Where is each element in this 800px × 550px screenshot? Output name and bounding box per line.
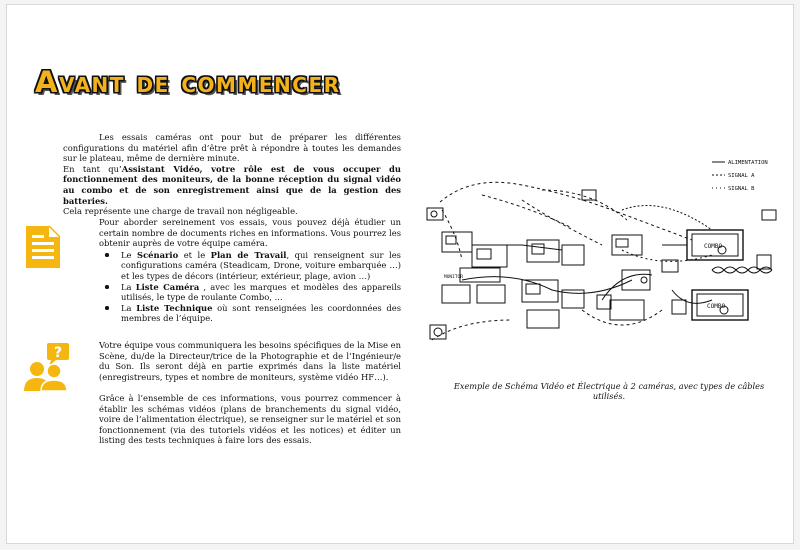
- monitor-label: MONITOR: [444, 275, 463, 280]
- list-item: Le Scénario et le Plan de Travail, qui renseignent sur les configurations caméra (Steadicam, Drone, voiture embarquée …) et les types de décors (intérieur, extérieur, plage, avion …): [99, 250, 401, 282]
- documents-intro: Pour aborder sereinement vos essais, vous pouvez déjà étudier un certain nombre de documents riches en informations. Vous pourrez les obtenir auprès de votre équipe caméra.: [99, 217, 401, 249]
- legend-signal-a: SIGNAL A: [728, 173, 755, 179]
- combo-label-b: COMBO: [707, 303, 726, 310]
- intro-role: [63, 164, 401, 206]
- legend-signal-b: SIGNAL B: [728, 186, 755, 192]
- list-item: La Liste Caméra , avec les marques et modèles des appareils utilisés, le type de roulante Combo, ...: [99, 282, 401, 303]
- team-question-icon: [21, 341, 83, 393]
- intro-line: Les essais caméras ont pour but de préparer les différentes configurations du matériel afin d’être prêt à répondre à toutes les demandes sur le plateau, même de dernière minute.: [63, 132, 401, 164]
- legend-power: ALIMENTATION: [728, 160, 768, 166]
- combo-label-a: COMBO: [704, 243, 723, 250]
- conclusion-paragraph: Grâce à l’ensemble de ces informations, vous pourrez commencer à établir les schémas vidéos (plans de branchements du signal vidéo, voire de l’alimentation électrique), se renseigner sur le matériel et son fonctionnement (via des tutoriels vidéos et les notices) et éditer un listing des tests techniques à faire lors des essais.: [99, 393, 401, 446]
- role-prefix: En tant qu’: [63, 163, 122, 174]
- schema-caption: Exemple de Schéma Vidéo et Électrique à 2 caméras, avec types de câbles utilisés.: [453, 381, 765, 401]
- video-schema-diagram: [422, 150, 794, 375]
- list-item: La Liste Technique où sont renseignées les coordonnées des membres de l’équipe.: [99, 303, 401, 324]
- page: [6, 4, 794, 544]
- page-title: Avant de commencer: [35, 65, 341, 99]
- team-paragraph: Votre équipe vous communiquera les besoins spécifiques de la Mise en Scène, du/de la Directeur/trice de la Photographie et de l’Ingénieur/e du Son. Ils seront déjà en partie exprimés dans la liste matériel (enregistreurs, types et nombre de moniteurs, système vidéo HF…).: [99, 340, 401, 382]
- document-icon: [24, 224, 62, 270]
- documents-section: [99, 217, 401, 324]
- documents-list: [99, 250, 401, 324]
- intro-paragraph: [63, 132, 401, 217]
- intro-load: Cela représente une charge de travail non négligeable.: [63, 206, 298, 217]
- svg-text:?: ?: [53, 345, 63, 361]
- role-bold: Assistant Vidéo, votre rôle est de vous occuper du fonctionnement des moniteurs, de la bonne réception du signal vidéo au combo et de son enregistrement ainsi que de la gestion des batteries.: [63, 163, 401, 206]
